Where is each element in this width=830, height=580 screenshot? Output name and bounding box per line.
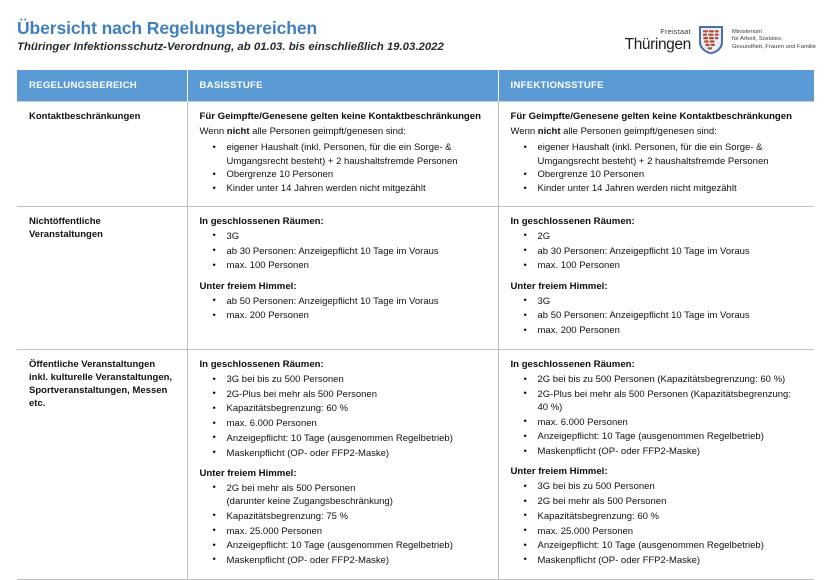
list-item: • Kapazitätsbegrenzung: 75 % xyxy=(227,510,488,523)
list-item-continuation: Umgangsrecht besteht) + 2 haushaltsfremde Personen xyxy=(537,155,769,167)
list-item: • Maskenpflicht (OP- oder FFP2-Maske) xyxy=(538,554,805,567)
row-area-label: Nichtöffentliche Veranstaltungen xyxy=(17,206,187,349)
rules-list xyxy=(200,141,488,195)
list-item: • max. 6.000 Personen xyxy=(538,416,805,429)
outdoor-rules-list xyxy=(511,480,805,567)
outdoor-rules-list xyxy=(200,295,488,323)
indoor-heading: In geschlossenen Räumen: xyxy=(510,358,635,370)
thuringia-coat-of-arms-icon xyxy=(698,25,724,55)
lead-emphasis: nicht xyxy=(537,126,561,138)
cell-basisstufe xyxy=(187,349,498,579)
lead-post: alle Personen geimpft/genesen sind: xyxy=(560,126,717,138)
list-item: • Obergrenze 10 Personen xyxy=(227,168,488,181)
logo-thueringen-text: Thüringen xyxy=(624,35,691,53)
logo-freistaat-text: Freistaat xyxy=(660,27,691,37)
indoor-rules-list xyxy=(511,230,805,273)
list-item: • 3G bei bis zu 500 Personen xyxy=(538,480,805,493)
cell-basisstufe xyxy=(187,102,498,207)
logo-wordmark xyxy=(625,28,692,51)
list-item: • Anzeigepflicht: 10 Tage (ausgenommen Regelbetrieb) xyxy=(227,539,488,552)
outdoor-heading: Unter freiem Himmel: xyxy=(199,467,297,479)
list-item: • max. 100 Personen xyxy=(227,259,488,272)
list-item: • 2G-Plus bei mehr als 500 Personen xyxy=(227,388,488,401)
list-item: • ab 30 Personen: Anzeigepflicht 10 Tage im Voraus xyxy=(227,245,488,258)
ministry-name xyxy=(730,29,816,52)
indoor-rules-list xyxy=(511,373,805,458)
outdoor-rules-list xyxy=(200,482,488,567)
lead-pre: Wenn xyxy=(199,126,227,138)
list-item xyxy=(538,141,805,167)
list-item: • Anzeigepflicht: 10 Tage (ausgenommen Regelbetrieb) xyxy=(538,539,805,552)
column-header-basisstufe: BASISSTUFE xyxy=(187,70,498,102)
list-item: • 3G xyxy=(538,295,805,308)
cell-heading: Für Geimpfte/Genesene gelten keine Kontaktbeschränkungen xyxy=(510,111,792,122)
row-area-label: Kontaktbeschränkungen xyxy=(17,102,187,207)
list-item: • Maskenpflicht (OP- oder FFP2-Maske) xyxy=(538,445,805,458)
list-item-text: 2G bei mehr als 500 Personen xyxy=(226,482,356,494)
list-item: • Anzeigepflicht: 10 Tage (ausgenommen Regelbetrieb) xyxy=(227,432,488,445)
list-item: • Anzeigepflicht: 10 Tage (ausgenommen Regelbetrieb) xyxy=(538,430,805,443)
document-header xyxy=(17,18,816,64)
list-item-text: eigener Haushalt (inkl. Personen, für die ein Sorge- & xyxy=(537,142,763,154)
list-item-continuation: Umgangsrecht besteht) + 2 haushaltsfremde Personen xyxy=(226,155,458,167)
cell-lead-text xyxy=(200,125,488,138)
table-row xyxy=(17,349,814,579)
outdoor-rules-list xyxy=(511,295,805,338)
outdoor-heading: Unter freiem Himmel: xyxy=(510,280,608,292)
outdoor-heading: Unter freiem Himmel: xyxy=(199,280,297,292)
outdoor-heading: Unter freiem Himmel: xyxy=(510,466,608,478)
indoor-heading: In geschlossenen Räumen: xyxy=(510,215,635,227)
list-item xyxy=(227,141,488,167)
table-header-row xyxy=(17,70,814,102)
list-item: • ab 30 Personen: Anzeigepflicht 10 Tage im Voraus xyxy=(538,245,805,258)
list-item: • Kinder unter 14 Jahren werden nicht mitgezählt xyxy=(538,182,805,195)
cell-basisstufe xyxy=(187,206,498,349)
indoor-heading: In geschlossenen Räumen: xyxy=(199,358,324,370)
cell-infektionsstufe xyxy=(498,206,814,349)
list-item: • max. 200 Personen xyxy=(227,309,488,322)
cell-infektionsstufe xyxy=(498,102,814,207)
column-header-regelungsbereich: REGELUNGSBEREICH xyxy=(17,70,187,102)
list-item: • Obergrenze 10 Personen xyxy=(538,168,805,181)
list-item: • 3G xyxy=(227,230,488,243)
title-block xyxy=(17,18,444,55)
list-item xyxy=(227,482,488,508)
ministry-line-1: Ministerium xyxy=(731,28,762,35)
list-item: • 3G bei bis zu 500 Personen xyxy=(227,373,488,386)
list-item: • max. 25.000 Personen xyxy=(538,525,805,538)
table-header xyxy=(17,70,814,102)
indoor-rules-list xyxy=(200,373,488,460)
table-row xyxy=(17,102,814,207)
cell-infektionsstufe xyxy=(498,349,814,579)
row-area-label: Öffentliche Veranstaltungen inkl. kulturelle Veranstaltungen, Sportveranstaltungen, Messen etc. xyxy=(17,349,187,579)
regulations-table xyxy=(17,70,814,580)
table-body xyxy=(17,102,814,580)
list-item: • 2G bei mehr als 500 Personen xyxy=(538,495,805,508)
indoor-rules-list xyxy=(200,230,488,273)
list-item: • Maskenpflicht (OP- oder FFP2-Maske) xyxy=(227,554,488,567)
lead-pre: Wenn xyxy=(510,126,538,138)
list-item: • ab 50 Personen: Anzeigepflicht 10 Tage im Voraus xyxy=(538,309,805,322)
list-item: • 2G xyxy=(538,230,805,243)
list-item: • Kapazitätsbegrenzung: 60 % xyxy=(227,402,488,415)
lead-post: alle Personen geimpft/genesen sind: xyxy=(249,126,406,138)
list-item: • max. 200 Personen xyxy=(538,324,805,337)
page-title: Übersicht nach Regelungsbereichen xyxy=(17,18,318,38)
table-row xyxy=(17,206,814,349)
rules-list xyxy=(511,141,805,195)
ministry-line-3: Gesundheit, Frauen und Familie xyxy=(731,43,816,50)
list-item: • max. 6.000 Personen xyxy=(227,417,488,430)
list-item: • Kapazitätsbegrenzung: 60 % xyxy=(538,510,805,523)
list-item-text: eigener Haushalt (inkl. Personen, für die ein Sorge- & xyxy=(226,142,452,154)
list-item-continuation: (darunter keine Zugangsbeschränkung) xyxy=(226,496,393,508)
list-item: • Maskenpflicht (OP- oder FFP2-Maske) xyxy=(227,447,488,460)
list-item: • 2G-Plus bei mehr als 500 Personen (Kapazitätsbegrenzung: 40 %) xyxy=(538,388,805,414)
cell-heading: Für Geimpfte/Genesene gelten keine Kontaktbeschränkungen xyxy=(199,111,481,122)
list-item: • Kinder unter 14 Jahren werden nicht mitgezählt xyxy=(227,182,488,195)
lead-emphasis: nicht xyxy=(226,126,250,138)
page-subtitle: Thüringer Infektionsschutz-Verordnung, ab 01.03. bis einschließlich 19.03.2022 xyxy=(17,41,444,53)
list-item: • max. 25.000 Personen xyxy=(227,525,488,538)
list-item: • ab 50 Personen: Anzeigepflicht 10 Tage im Voraus xyxy=(227,295,488,308)
list-item: • 2G bei bis zu 500 Personen (Kapazitätsbegrenzung: 60 %) xyxy=(538,373,805,386)
indoor-heading: In geschlossenen Räumen: xyxy=(199,215,324,227)
list-item: • max. 100 Personen xyxy=(538,259,805,272)
ministry-logo xyxy=(625,20,816,60)
ministry-line-2: für Arbeit, Soziales, xyxy=(731,36,783,43)
cell-lead-text xyxy=(511,125,805,138)
column-header-infektionsstufe: INFEKTIONSSTUFE xyxy=(498,70,814,102)
